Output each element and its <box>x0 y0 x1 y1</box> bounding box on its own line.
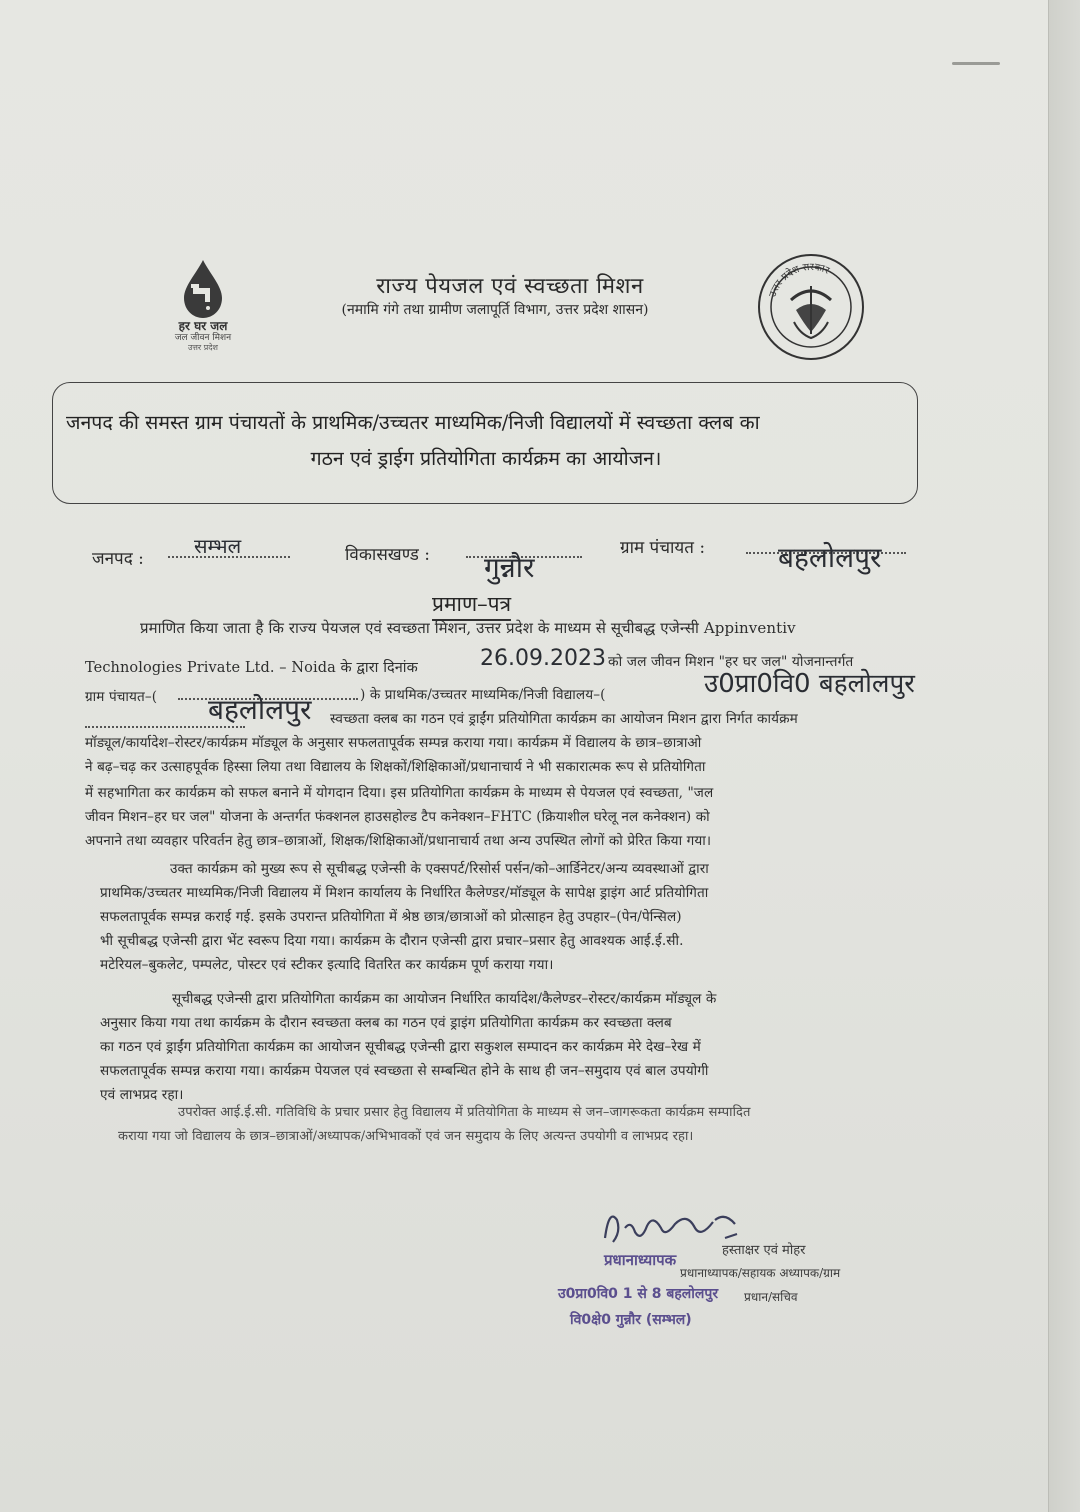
stamp-location: वि0क्षे0 गुन्नौर (सम्भल) <box>570 1312 692 1328</box>
subject-line-2: गठन एवं ड्राईग प्रतियोगिता कार्यक्रम का आयोजन। <box>310 447 662 470</box>
body-line: स्वच्छता क्लब का गठन एवं ड्राईंग प्रतियोगिता कार्यक्रम का आयोजन मिशन द्वारा निर्गत कार्यक्रम <box>330 711 798 727</box>
body-line: अनुसार किया गया तथा कार्यक्रम के दौरान स्वच्छता क्लब का गठन एवं ड्राइंग प्रतियोगिता कार्यक्रम कर स्वच्छता क्लब <box>100 1015 672 1031</box>
body-line: में सहभागिता कर कार्यक्रम को सफल बनाने में योगदान दिया। इस प्रतियोगिता कार्यक्रम के माध्यम से पेयजल एवं स्वच्छता, "जल <box>85 785 714 801</box>
stamp-designation: प्रधानाध्यापक <box>604 1251 677 1269</box>
water-drop-icon <box>178 258 228 320</box>
page-subtitle: (नमामि गंगे तथा ग्रामीण जलापूर्ति विभाग, उत्तर प्रदेश शासन) <box>341 302 649 318</box>
body-line: सफलतापूर्वक सम्पन्न कराया गया। कार्यक्रम पेयजल एवं स्वच्छता से सम्बन्धित होने के साथ ही जन–समुदाय एवं बाल उपयोगी <box>100 1063 709 1079</box>
body-line: सफलतापूर्वक सम्पन्न कराई गई. इसके उपरान्त प्रतियोगिता में श्रेष्ठ छात्र/छात्राओं को प्रोत्साहन हेतु उपहार–(पेन/पेन्सिल) <box>100 909 682 925</box>
logo-text-state: उत्तर प्रदेश <box>188 343 218 352</box>
block-label: विकासखण्ड : <box>345 545 431 565</box>
school-value: उ0प्रा0वि0 बहलोलपुर <box>704 669 915 699</box>
panchayat-fill-value: बहलोलपुर <box>208 693 312 726</box>
body-line: ने बढ़–चढ़ कर उत्साहपूर्वक हिस्सा लिया तथा विद्यालय के शिक्षकों/शिक्षिकाओं/प्रधानाचार्य ने भी सकारात्मक रूप से प्रतियोगिता <box>85 759 706 775</box>
panchayat-value: बहलोलपुर <box>778 541 882 574</box>
body-line: मॉड्यूल/कार्यादेश–रोस्टर/कार्यक्रम मॉड्यूल के अनुसार सफलतापूर्वक सम्पन्न कराया गया। कार्यक्रम में विद्यालय के छात्र–छात्राओ <box>85 735 702 751</box>
body-line: प्राथमिक/उच्चतर माध्यमिक/निजी विद्यालय में मिशन कार्यालय के निर्धारित कैलेण्डर/मॉड्यूल के सापेक्ष ड्राइंग आर्ट प्रतियोगिता <box>100 885 709 901</box>
body-line: का गठन एवं ड्राईंग प्रतियोगिता कार्यक्रम का आयोजन सूचीबद्ध एजेन्सी द्वारा सकुशल सम्पादन कर कार्यक्रम मेरे देख–रेख में <box>100 1039 701 1055</box>
logo-text-har-ghar-jal: हर घर जल <box>178 319 228 333</box>
subject-box <box>52 382 918 504</box>
page-edge <box>1048 0 1080 1512</box>
block-value: गुन्नौर <box>484 551 535 584</box>
page-title: राज्य पेयजल एवं स्वच्छता मिशन <box>376 274 644 299</box>
jal-jeevan-mission-logo <box>158 258 248 352</box>
body-line: उपरोक्त आई.ई.सी. गतिविधि के प्रचार प्रसार हेतु विद्यालय में प्रतियोगिता के माध्यम से जन–जागरूकता कार्यक्रम सम्पादित <box>178 1105 751 1120</box>
signature-designation: प्रधानाध्यापक/सहायक अध्यापक/ग्राम <box>680 1266 841 1280</box>
certificate-title: प्रमाण–पत्र <box>432 590 511 621</box>
body-line: ग्राम पंचायत–( <box>85 689 158 705</box>
body-line: भी सूचीबद्ध एजेन्सी द्वारा भेंट स्वरूप दिया गया। कार्यक्रम के दौरान एजेन्सी द्वारा प्रचार–प्रसार हेतु आवश्यक आई.ई.सी. <box>100 933 684 949</box>
district-label: जनपद : <box>92 549 144 569</box>
body-line: सूचीबद्ध एजेन्सी द्वारा प्रतियोगिता कार्यक्रम का आयोजन निर्धारित कार्यादेश/कैलेण्डर–रोस्टर/कार्यक्रम मॉड्यूल के <box>172 991 717 1007</box>
body-line: एवं लाभप्रद रहा। <box>100 1087 184 1103</box>
subject-line-1: जनपद की समस्त ग्राम पंचायतों के प्राथमिक/उच्चतर माध्यमिक/निजी विद्यालयों में स्वच्छता क्लब का <box>66 411 760 434</box>
body-line: अपनाने तथा व्यवहार परिवर्तन हेतु छात्र–छात्राओं, शिक्षक/शिक्षिकाओं/प्रधानाचार्य तथा अन्य उपस्थित लोगों को प्रेरित किया गया। <box>85 833 712 849</box>
body-line: उक्त कार्यक्रम को मुख्य रूप से सूचीबद्ध एजेन्सी के एक्सपर्ट/रिसोर्स पर्सन/को–आर्डिनेटर/अन्य व्यवस्थाओं द्वारा <box>170 861 709 877</box>
body-line: मटेरियल–बुकलेट, पम्पलेट, पोस्टर एवं स्टीकर इत्यादि वितरित कर कार्यक्रम पूर्ण कराया गया। <box>100 957 554 973</box>
body-line: कराया गया जो विद्यालय के छात्र–छात्राओं/अध्यापक/अभिभावकों एवं जन समुदाय के लिए अत्यन्त उपयोगी व लाभप्रद रहा। <box>118 1129 694 1144</box>
body-line: ) के प्राथमिक/उच्चतर माध्यमिक/निजी विद्यालय–( <box>360 687 606 703</box>
signature-designation-2: प्रधान/सचिव <box>744 1290 798 1304</box>
panchayat-label: ग्राम पंचायत : <box>620 538 706 558</box>
emblem-text: उत्तर प्रदेश सरकार <box>767 261 831 299</box>
up-government-emblem-icon <box>756 252 866 362</box>
body-line: Technologies Private Ltd. – Noida के द्वारा दिनांक <box>85 660 418 676</box>
body-line: को जल जीवन मिशन "हर घर जल" योजनान्तर्गत <box>608 654 854 670</box>
logo-text-mission: जल जीवन मिशन <box>174 333 232 343</box>
district-value: सम्भल <box>194 534 242 558</box>
scan-mark <box>952 62 1000 65</box>
body-line: प्रमाणित किया जाता है कि राज्य पेयजल एवं स्वच्छता मिशन, उत्तर प्रदेश के माध्यम से सूचीबद्ध एजेन्सी Appinventiv <box>140 619 796 637</box>
signature-label: हस्ताक्षर एवं मोहर <box>722 1243 806 1258</box>
stamp-school: उ0प्रा0वि0 1 से 8 बहलोलपुर <box>558 1286 719 1302</box>
date-value: 26.09.2023 <box>480 646 606 671</box>
body-line: जीवन मिशन–हर घर जल" योजना के अन्तर्गत फंक्शनल हाउसहोल्ड टैप कनेक्शन–FHTC (क्रियाशील घरेलू नल कनेक्शन) को <box>85 809 710 825</box>
